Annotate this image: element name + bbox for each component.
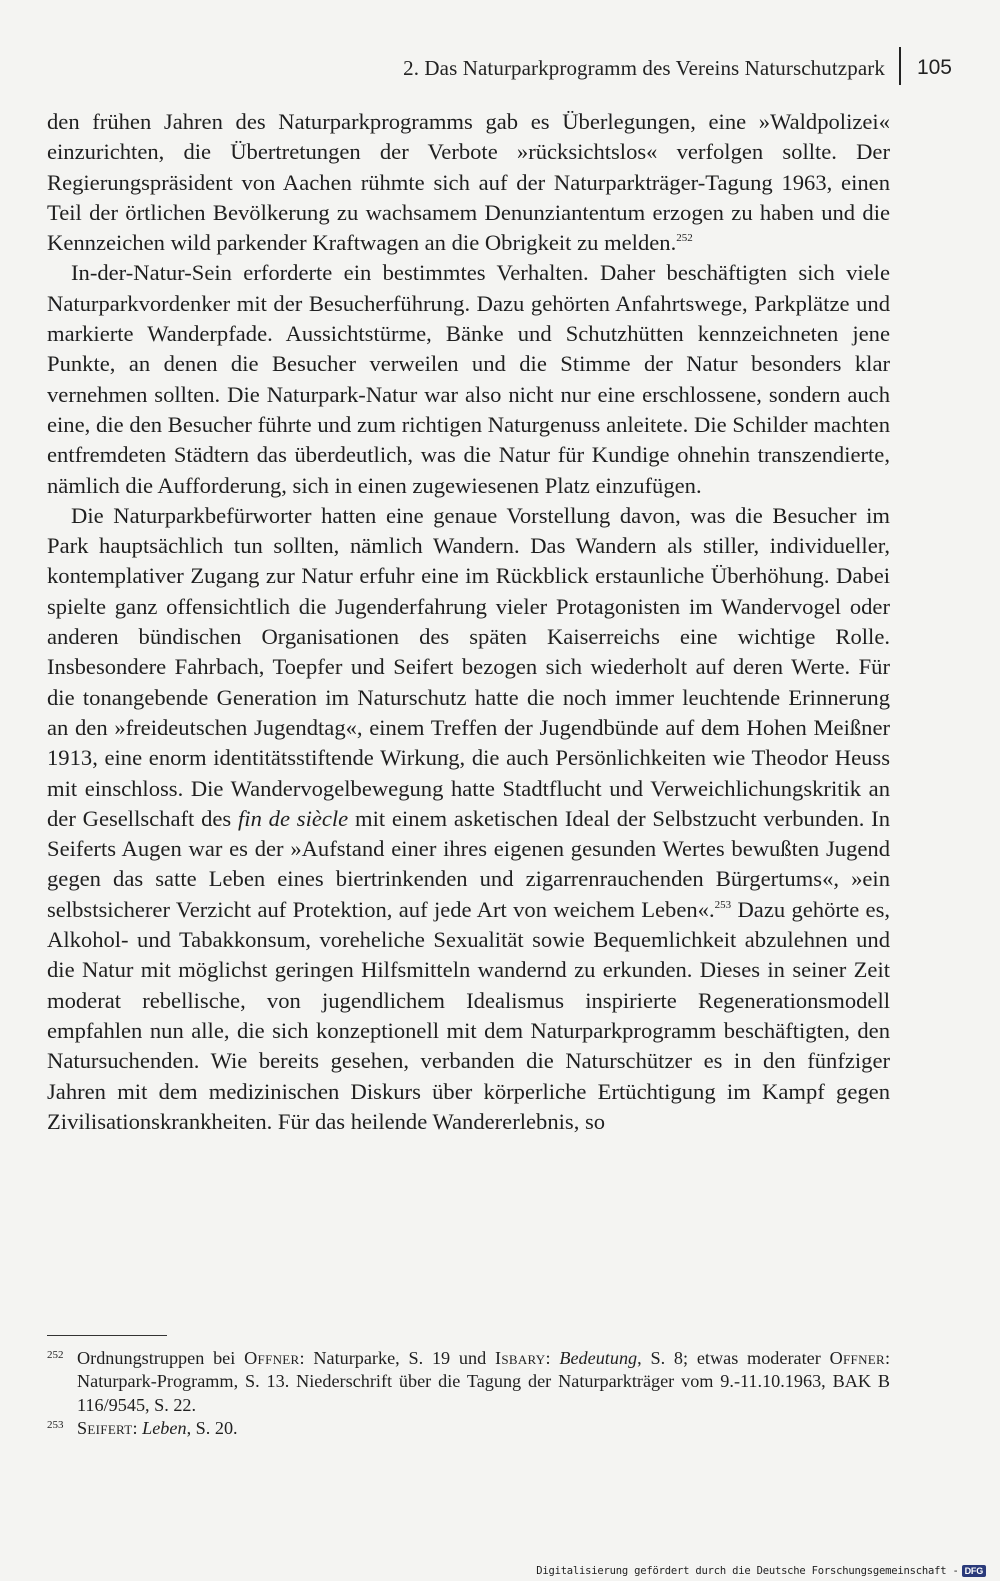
footnote-text: Ordnungstruppen bei	[77, 1348, 236, 1368]
author-name: Isbary	[495, 1348, 546, 1368]
footnote-separator	[47, 1335, 167, 1336]
paragraph: In-der-Natur-Sein erforderte ein bestimmtes Verhalten. Daher beschäftigten sich viele Naturparkvordenker mit der Besucherführung. Dazu gehörten Anfahrtswege, Parkplätze und markierte Wanderpfade. Aussichtstürme, Bänke und Schutzhütten kennzeichneten jene Punkte, an denen die Besucher verweilen und die Stimme der Natur besonders klar vernehmen sollten. Die Naturpark-Natur war also nicht nur eine erschlossene, sondern auch eine, die den Besucher führte und zum richtigen Naturgenuss anleitete. Die Schilder machten entfremdeten Städtern das überdeutlich, was die Natur für Kundige ohnehin transzendierte, nämlich die Aufforderung, sich in einen zugewiesenen Platz einzufügen.	[47, 260, 890, 498]
footnote-252	[47, 1347, 890, 1417]
footnote-ref: 253	[714, 898, 732, 911]
work-title: Leben	[142, 1418, 187, 1439]
italic-term: fin de siècle	[238, 805, 349, 831]
paragraph-text: Dazu gehörte es, Alkohol- und Tabakkonsum, voreheliche Sexualität sowie Bequemlichkeit abzulehnen und die Natur mit möglichst geringen Hilfsmitteln wandernd zu erkunden. Dieses in seiner Zeit moderat rebellische, von jugendlichem Idealismus inspirierte Regenerationsmodell empfahlen nun alle, die sich konzeptionell mit dem Naturparkprogramm beschäftigten, den Natursuchenden. Wie bereits gesehen, verbanden die Naturschützer es in den fünfziger Jahren mit dem medizinischen Diskurs über körperliche Ertüchtigung im Kampf gegen Zivilisationskrankheiten. Für das heilende Wandererlebnis, so	[47, 896, 891, 1134]
footnote-text: :	[132, 1418, 138, 1439]
dfg-logo: DFG	[962, 1565, 986, 1577]
author-name: Seifert	[77, 1418, 133, 1439]
paragraph-text: Die Naturparkbefürworter hatten eine genaue Vorstellung davon, was die Besucher im Park hauptsächlich tun sollten, nämlich Wandern. Das Wandern als stiller, individueller, kontemplativer Zugang zur Natur erfuhr eine im Rückblick erstaunliche Überhöhung. Dabei spielte ganz offensichtlich die Jugenderfahrung vieler Protagonisten im Wandervogel oder anderen bündischen Organisationen des späten Kaiserreichs eine wichtige Rolle. Insbesondere Fahrbach, Toepfer und Seifert bezogen sich wiederholt auf deren Werte. Für die tonangebende Generation im Naturschutz hatte die noch immer leuchtende Erinnerung an den »freideutschen Jugendtag«, einem Treffen der Jugendbünde auf dem Hohen Meißner 1913, eine enorm identitätsstiftende Wirkung, die auch Persönlichkeiten wie Theodor Heuss mit einschloss. Die Wandervogelbewegung hatte Stadtflucht und Verweichlichungskritik an der Gesellschaft des	[47, 502, 890, 831]
main-text	[47, 107, 890, 1137]
page-number: 105	[916, 56, 952, 79]
footnote-text: : Naturpark-Programm, S. 13. Niederschrift über die Tagung der Naturparkträger vom 9.-11.10.1963, BAK B 116/9545, S. 22.	[77, 1348, 891, 1415]
credit-text: Digitalisierung gefördert durch die Deutsche Forschungsgemeinschaft -	[536, 1565, 959, 1577]
work-title: Bedeutung	[559, 1348, 638, 1368]
digitization-credit	[536, 1565, 986, 1577]
paragraph-text: mit einem asketischen Ideal der Selbstzucht verbunden. In Seiferts Augen war es der »Aufstand einer ihres eigenen gesunden Wertes bewußten Jugend gegen das satte Leben eines biertrinkenden und zigarrenrauchenden Bürgertums«, »ein selbstsicherer Verzicht auf Protektion, auf jede Art von weichem Leben«.	[47, 805, 890, 922]
author-name: Offner	[244, 1348, 300, 1368]
footnote-number: 252	[47, 1349, 64, 1361]
footnote-text: : Naturparke, S. 19 und	[299, 1348, 487, 1368]
paragraph	[47, 501, 890, 1137]
running-header-title: 2. Das Naturparkprogramm des Vereins Naturschutzpark	[403, 55, 885, 80]
footnote-ref: 252	[676, 232, 693, 245]
paragraph	[47, 107, 890, 258]
paragraph-text: den frühen Jahren des Naturparkprogramms gab es Überlegungen, eine »Waldpolizei« einzurichten, die Übertretungen der Verbote »rücksichtslos« verfolgen sollte. Der Regierungspräsident von Aachen rühmte sich auf der Naturparkträger-Tagung 1963, einen Teil der örtlichen Bevölkerung zu wachsamem Denunziantentum erzogen zu haben und die Kennzeichen wild parkender Kraftwagen an die Obrigkeit zu melden.	[47, 109, 890, 256]
running-header	[403, 53, 952, 83]
footnote-text: :	[545, 1348, 551, 1368]
footnotes	[47, 1347, 890, 1441]
author-name: Offner	[829, 1348, 885, 1368]
footnote-text: , S. 8; etwas moderater	[637, 1348, 821, 1368]
header-divider	[899, 47, 901, 85]
footnote-number: 253	[47, 1419, 64, 1432]
footnote-text: , S. 20.	[186, 1418, 238, 1439]
footnote-253	[47, 1417, 890, 1440]
